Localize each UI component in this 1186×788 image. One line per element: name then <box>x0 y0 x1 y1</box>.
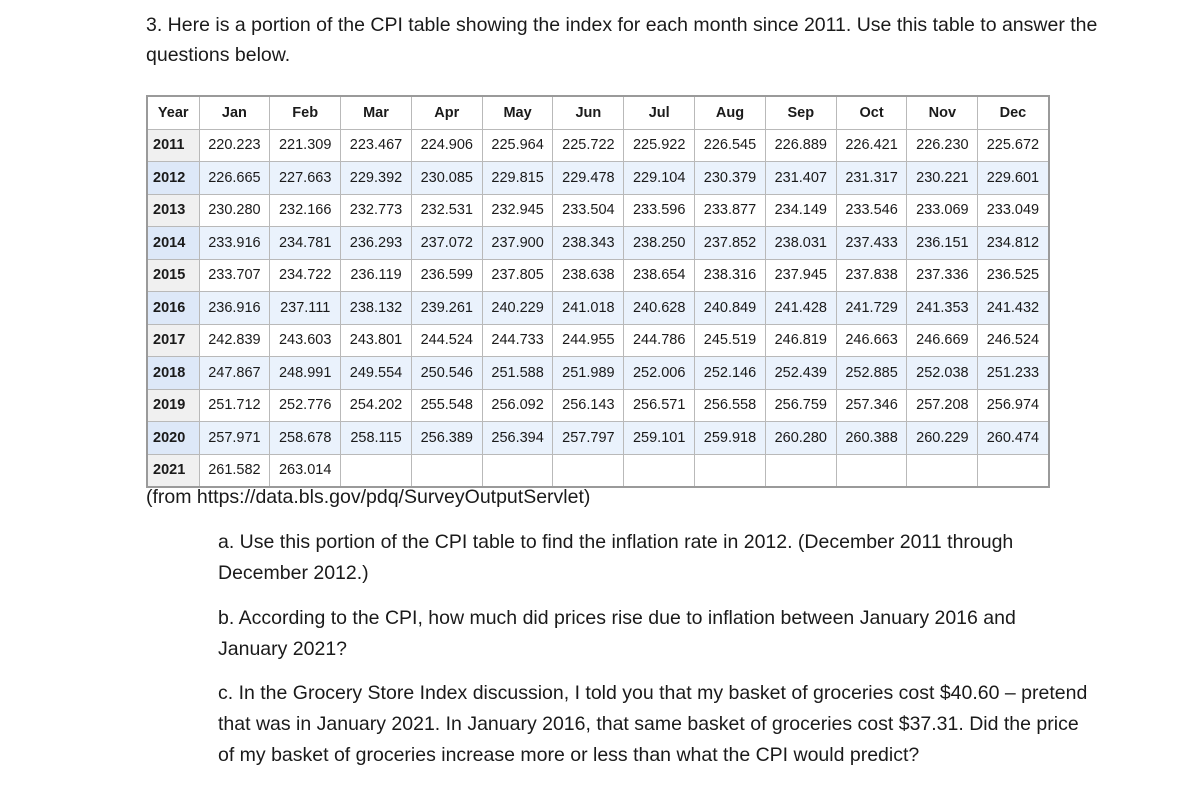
cpi-value-cell: 229.601 <box>978 162 1049 195</box>
cpi-value-cell: 233.707 <box>199 259 270 292</box>
cpi-value-cell: 263.014 <box>270 454 341 487</box>
cpi-value-cell: 246.669 <box>907 324 978 357</box>
cpi-value-cell: 229.392 <box>341 162 412 195</box>
cpi-value-cell: 237.336 <box>907 259 978 292</box>
cpi-value-cell: 229.104 <box>624 162 695 195</box>
cpi-value-cell: 257.208 <box>907 389 978 422</box>
cpi-value-cell <box>836 454 907 487</box>
cpi-value-cell: 255.548 <box>411 389 482 422</box>
column-header: Apr <box>411 96 482 129</box>
column-header: Jul <box>624 96 695 129</box>
cpi-value-cell: 238.638 <box>553 259 624 292</box>
cpi-value-cell: 232.773 <box>341 194 412 227</box>
cpi-value-cell: 231.317 <box>836 162 907 195</box>
cpi-value-cell: 237.433 <box>836 227 907 260</box>
cpi-value-cell: 256.092 <box>482 389 553 422</box>
cpi-value-cell: 256.759 <box>765 389 836 422</box>
year-cell: 2011 <box>147 129 199 162</box>
problem-intro: 3. Here is a portion of the CPI table showing the index for each month since 2011. Use this table to answer the questions below. <box>146 14 1098 66</box>
table-body <box>147 129 1049 487</box>
year-cell: 2012 <box>147 162 199 195</box>
cpi-value-cell: 246.819 <box>765 324 836 357</box>
cpi-value-cell: 246.524 <box>978 324 1049 357</box>
cpi-value-cell: 221.309 <box>270 129 341 162</box>
cpi-value-cell: 236.293 <box>341 227 412 260</box>
table-row <box>147 162 1049 195</box>
cpi-value-cell: 237.852 <box>695 227 766 260</box>
table-row <box>147 292 1049 325</box>
cpi-value-cell: 230.379 <box>695 162 766 195</box>
table-row <box>147 324 1049 357</box>
cpi-value-cell: 244.955 <box>553 324 624 357</box>
cpi-value-cell: 246.663 <box>836 324 907 357</box>
cpi-value-cell: 232.945 <box>482 194 553 227</box>
cpi-value-cell: 254.202 <box>341 389 412 422</box>
cpi-value-cell: 226.230 <box>907 129 978 162</box>
cpi-value-cell: 230.221 <box>907 162 978 195</box>
cpi-value-cell: 238.132 <box>341 292 412 325</box>
year-cell: 2016 <box>147 292 199 325</box>
cpi-value-cell: 238.343 <box>553 227 624 260</box>
table-row <box>147 227 1049 260</box>
cpi-value-cell: 229.478 <box>553 162 624 195</box>
cpi-value-cell: 225.722 <box>553 129 624 162</box>
cpi-value-cell: 252.146 <box>695 357 766 390</box>
cpi-value-cell: 251.989 <box>553 357 624 390</box>
cpi-value-cell: 232.531 <box>411 194 482 227</box>
cpi-value-cell: 248.991 <box>270 357 341 390</box>
column-header: Aug <box>695 96 766 129</box>
cpi-value-cell: 260.229 <box>907 422 978 455</box>
column-header: Feb <box>270 96 341 129</box>
cpi-value-cell: 238.316 <box>695 259 766 292</box>
column-header: Jun <box>553 96 624 129</box>
cpi-value-cell: 256.389 <box>411 422 482 455</box>
cpi-value-cell: 251.712 <box>199 389 270 422</box>
cpi-value-cell: 238.654 <box>624 259 695 292</box>
cpi-value-cell: 225.922 <box>624 129 695 162</box>
cpi-value-cell: 238.031 <box>765 227 836 260</box>
cpi-value-cell: 232.166 <box>270 194 341 227</box>
cpi-value-cell: 251.233 <box>978 357 1049 390</box>
cpi-value-cell: 237.111 <box>270 292 341 325</box>
cpi-value-cell: 233.596 <box>624 194 695 227</box>
column-header: Year <box>147 96 199 129</box>
column-header: Sep <box>765 96 836 129</box>
cpi-value-cell: 250.546 <box>411 357 482 390</box>
cpi-value-cell: 237.900 <box>482 227 553 260</box>
cpi-value-cell: 243.801 <box>341 324 412 357</box>
year-cell: 2021 <box>147 454 199 487</box>
cpi-value-cell: 252.038 <box>907 357 978 390</box>
table-row <box>147 129 1049 162</box>
cpi-value-cell: 247.867 <box>199 357 270 390</box>
year-cell: 2014 <box>147 227 199 260</box>
cpi-value-cell: 230.085 <box>411 162 482 195</box>
cpi-value-cell: 237.838 <box>836 259 907 292</box>
cpi-value-cell: 241.432 <box>978 292 1049 325</box>
cpi-value-cell: 229.815 <box>482 162 553 195</box>
question-a: a. Use this portion of the CPI table to find the inflation rate in 2012. (December 2011 through December 2012.) <box>218 531 1014 584</box>
cpi-value-cell: 257.346 <box>836 389 907 422</box>
column-header: May <box>482 96 553 129</box>
cpi-value-cell: 236.599 <box>411 259 482 292</box>
cpi-value-cell: 240.849 <box>695 292 766 325</box>
cpi-value-cell: 224.906 <box>411 129 482 162</box>
cpi-value-cell: 241.729 <box>836 292 907 325</box>
table-row <box>147 194 1049 227</box>
cpi-value-cell: 259.918 <box>695 422 766 455</box>
question-c: c. In the Grocery Store Index discussion, I told you that my basket of groceries cost $40.60 – pretend that was in January 2021. In January 2016, that same basket of groceries cost $37.31. Did the price of my basket of groceries increase more or less than what the CPI would predict? <box>218 682 1088 766</box>
cpi-value-cell: 234.149 <box>765 194 836 227</box>
column-header: Nov <box>907 96 978 129</box>
cpi-value-cell: 226.665 <box>199 162 270 195</box>
cpi-value-cell: 237.072 <box>411 227 482 260</box>
cpi-value-cell: 260.280 <box>765 422 836 455</box>
cpi-value-cell: 226.889 <box>765 129 836 162</box>
cpi-value-cell <box>695 454 766 487</box>
cpi-value-cell: 243.603 <box>270 324 341 357</box>
cpi-value-cell: 233.504 <box>553 194 624 227</box>
table-header-row <box>147 96 1049 129</box>
cpi-value-cell: 241.018 <box>553 292 624 325</box>
cpi-value-cell: 261.582 <box>199 454 270 487</box>
cpi-value-cell: 226.545 <box>695 129 766 162</box>
cpi-value-cell: 237.805 <box>482 259 553 292</box>
cpi-value-cell: 256.143 <box>553 389 624 422</box>
cpi-value-cell: 237.945 <box>765 259 836 292</box>
year-cell: 2020 <box>147 422 199 455</box>
year-cell: 2017 <box>147 324 199 357</box>
cpi-value-cell: 256.394 <box>482 422 553 455</box>
cpi-value-cell: 251.588 <box>482 357 553 390</box>
cpi-value-cell: 230.280 <box>199 194 270 227</box>
cpi-value-cell: 252.006 <box>624 357 695 390</box>
source-citation: (from https://data.bls.gov/pdq/SurveyOutputServlet) <box>146 486 591 508</box>
cpi-value-cell: 260.388 <box>836 422 907 455</box>
cpi-value-cell: 231.407 <box>765 162 836 195</box>
cpi-value-cell: 252.439 <box>765 357 836 390</box>
cpi-value-cell: 240.229 <box>482 292 553 325</box>
question-b: b. According to the CPI, how much did prices rise due to inflation between January 2016 and January 2021? <box>218 607 1016 660</box>
cpi-value-cell: 233.877 <box>695 194 766 227</box>
cpi-value-cell: 233.546 <box>836 194 907 227</box>
column-header: Jan <box>199 96 270 129</box>
cpi-value-cell: 241.428 <box>765 292 836 325</box>
cpi-value-cell: 256.974 <box>978 389 1049 422</box>
cpi-value-cell: 252.885 <box>836 357 907 390</box>
cpi-value-cell: 240.628 <box>624 292 695 325</box>
year-cell: 2019 <box>147 389 199 422</box>
cpi-value-cell: 227.663 <box>270 162 341 195</box>
column-header: Mar <box>341 96 412 129</box>
cpi-value-cell <box>907 454 978 487</box>
cpi-value-cell: 257.971 <box>199 422 270 455</box>
cpi-value-cell: 233.916 <box>199 227 270 260</box>
cpi-value-cell: 256.558 <box>695 389 766 422</box>
year-cell: 2018 <box>147 357 199 390</box>
cpi-value-cell: 245.519 <box>695 324 766 357</box>
table-row <box>147 357 1049 390</box>
column-header: Oct <box>836 96 907 129</box>
cpi-value-cell: 244.786 <box>624 324 695 357</box>
cpi-table <box>146 95 1050 488</box>
cpi-value-cell: 256.571 <box>624 389 695 422</box>
cpi-value-cell: 249.554 <box>341 357 412 390</box>
cpi-value-cell <box>624 454 695 487</box>
cpi-value-cell: 234.812 <box>978 227 1049 260</box>
cpi-value-cell <box>765 454 836 487</box>
cpi-value-cell: 236.119 <box>341 259 412 292</box>
cpi-value-cell: 244.524 <box>411 324 482 357</box>
cpi-value-cell: 244.733 <box>482 324 553 357</box>
cpi-value-cell: 225.672 <box>978 129 1049 162</box>
cpi-value-cell: 259.101 <box>624 422 695 455</box>
cpi-value-cell: 233.049 <box>978 194 1049 227</box>
cpi-value-cell: 225.964 <box>482 129 553 162</box>
cpi-value-cell: 234.781 <box>270 227 341 260</box>
cpi-value-cell: 234.722 <box>270 259 341 292</box>
cpi-value-cell: 236.916 <box>199 292 270 325</box>
table-row <box>147 259 1049 292</box>
cpi-value-cell: 238.250 <box>624 227 695 260</box>
table-row <box>147 422 1049 455</box>
cpi-value-cell: 260.474 <box>978 422 1049 455</box>
cpi-value-cell: 258.115 <box>341 422 412 455</box>
cpi-value-cell: 233.069 <box>907 194 978 227</box>
column-header: Dec <box>978 96 1049 129</box>
table-row <box>147 389 1049 422</box>
year-cell: 2013 <box>147 194 199 227</box>
cpi-value-cell: 252.776 <box>270 389 341 422</box>
cpi-value-cell: 257.797 <box>553 422 624 455</box>
cpi-value-cell: 241.353 <box>907 292 978 325</box>
cpi-value-cell: 220.223 <box>199 129 270 162</box>
cpi-value-cell: 236.525 <box>978 259 1049 292</box>
cpi-value-cell: 258.678 <box>270 422 341 455</box>
year-cell: 2015 <box>147 259 199 292</box>
cpi-value-cell: 239.261 <box>411 292 482 325</box>
cpi-value-cell: 242.839 <box>199 324 270 357</box>
cpi-value-cell: 223.467 <box>341 129 412 162</box>
cpi-value-cell: 226.421 <box>836 129 907 162</box>
cpi-value-cell: 236.151 <box>907 227 978 260</box>
cpi-value-cell <box>978 454 1049 487</box>
